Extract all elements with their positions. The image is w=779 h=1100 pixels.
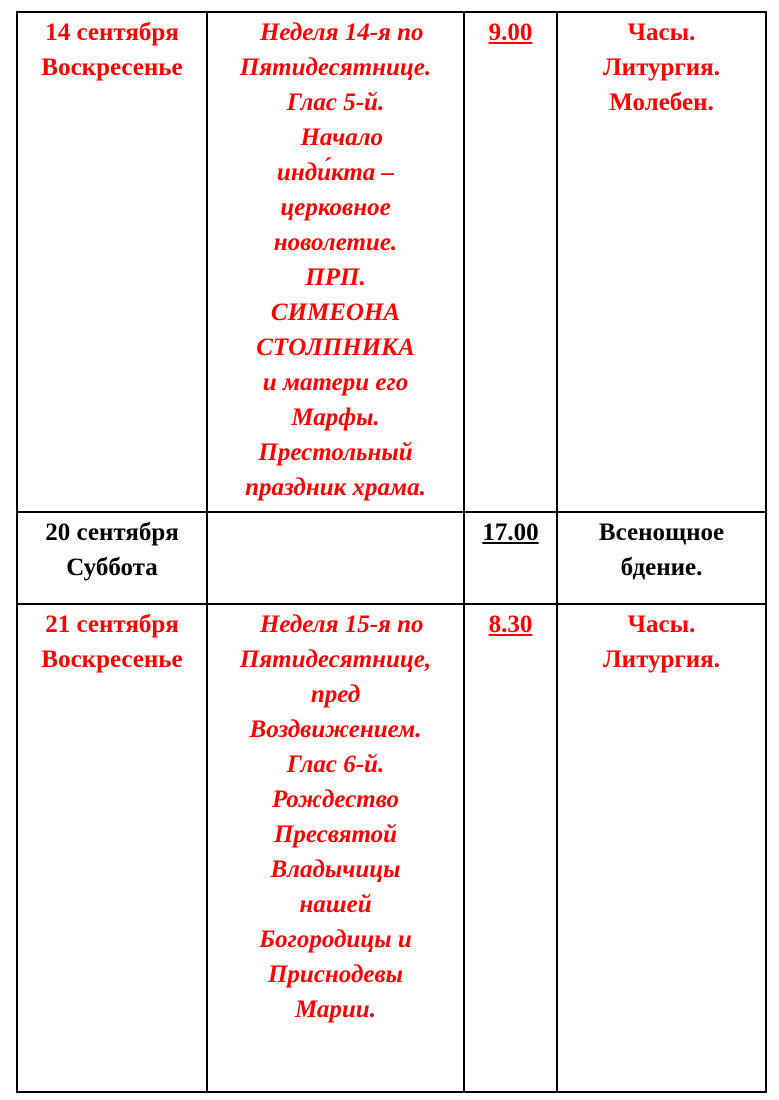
weekday-text: Воскресенье — [41, 54, 183, 81]
feast-line: Пятидесятнице, — [239, 646, 432, 673]
feast-line: нашей — [299, 891, 372, 918]
service-time: 9.00 — [488, 19, 533, 46]
date-cell — [17, 512, 207, 604]
service-cell — [557, 604, 766, 1092]
feast-line: Рождество — [271, 786, 400, 813]
feast-line: Неделя 15-я по — [247, 611, 424, 638]
feast-line: СИМЕОНА — [270, 299, 401, 326]
service-schedule-table — [16, 11, 767, 1093]
service-time: 17.00 — [482, 519, 539, 546]
date-text: 14 сентября — [45, 19, 179, 46]
service-line: Литургия. — [603, 646, 720, 673]
feast-line: и матери его — [262, 369, 409, 396]
feast-line: Марфы. — [291, 404, 380, 431]
feast-description — [212, 607, 459, 1027]
weekday-text: Воскресенье — [41, 646, 183, 673]
feast-line: церковное — [280, 194, 391, 221]
date-cell — [17, 604, 207, 1092]
feast-line: Глас 5-й. — [286, 89, 385, 116]
time-cell — [464, 604, 557, 1092]
feast-line: праздник храма. — [245, 474, 426, 501]
feast-line: Начало — [287, 124, 384, 151]
schedule-row — [17, 512, 766, 604]
feast-line: СТОЛПНИКА — [256, 334, 415, 361]
date-text: 20 сентября — [45, 519, 179, 546]
feast-line: Престольный — [258, 439, 413, 466]
service-line: Всенощное — [598, 519, 725, 546]
date-cell — [17, 12, 207, 512]
feast-cell — [207, 604, 464, 1092]
service-line: Литургия. — [603, 54, 720, 81]
service-cell — [557, 12, 766, 512]
feast-line: Неделя 14-я по — [247, 19, 424, 46]
service-cell — [557, 512, 766, 604]
service-line: Молебен. — [609, 89, 714, 116]
time-cell — [464, 12, 557, 512]
feast-cell — [207, 512, 464, 604]
feast-line: новолетие. — [273, 229, 398, 256]
date-text: 21 сентября — [45, 611, 179, 638]
schedule-row — [17, 12, 766, 512]
service-line: бдение. — [620, 554, 703, 581]
service-line: Часы. — [627, 611, 696, 638]
time-cell — [464, 512, 557, 604]
feast-line: ПРП. — [305, 264, 366, 291]
schedule-row — [17, 604, 766, 1092]
feast-description — [212, 15, 459, 505]
feast-line: Богородицы и — [259, 926, 412, 953]
feast-line: Пятидесятнице. — [239, 54, 432, 81]
feast-line: Воздвижением. — [249, 716, 422, 743]
weekday-text: Суббота — [66, 554, 158, 581]
service-time: 8.30 — [488, 611, 533, 638]
feast-line: Пресвятой — [273, 821, 398, 848]
feast-line: Марии. — [295, 996, 376, 1023]
service-line: Часы. — [627, 19, 696, 46]
feast-line: Глас 6-й. — [286, 751, 385, 778]
feast-line: Приснодевы — [267, 961, 403, 988]
feast-line: пред — [310, 681, 361, 708]
feast-cell — [207, 12, 464, 512]
feast-line: Владычицы — [270, 856, 401, 883]
feast-line: инди́кта – — [276, 159, 395, 186]
